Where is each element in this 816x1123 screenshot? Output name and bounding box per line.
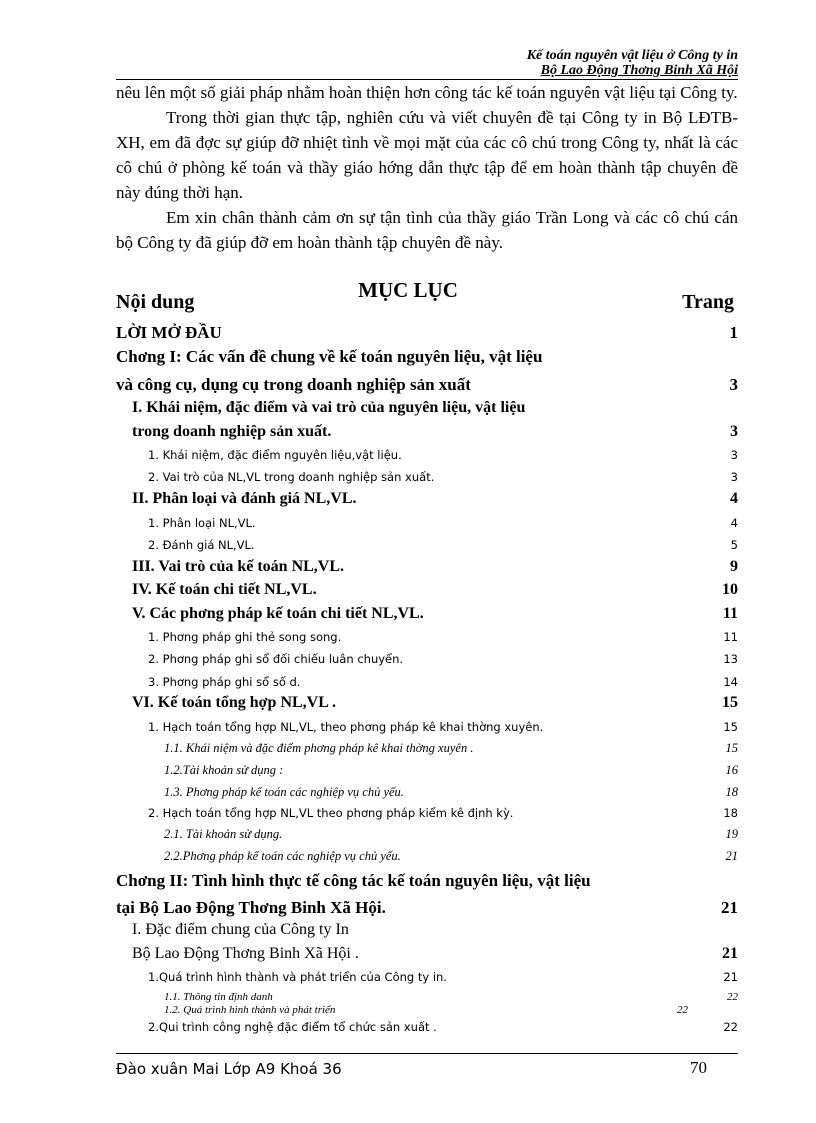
toc-column-content: Nội dung	[116, 291, 195, 313]
footer-author: Đào xuân Mai Lớp A9 Khoá 36	[116, 1060, 342, 1078]
toc-title: MỤC LỤC	[358, 278, 458, 302]
page-number: 70	[690, 1058, 707, 1077]
footer-rule	[116, 1053, 738, 1054]
intro-paragraph-2: Trong thời gian thực tập, nghiên cứu và viết chuyên đề tại Công ty in Bộ LĐTB-XH, em đã đợc sự giúp đỡ nhiệt tình về mọi mặt của các cô chú trong Công ty, nhất là các cô chú ở phòng kế toán và thầy giáo hớng dẫn thực tập để em hoàn thành tập chuyên đề này đúng thời hạn.	[116, 108, 738, 202]
table-of-contents: LỜI MỞ ĐẦU 1 Chơng I: Các vấn đề chung về kế toán nguyên liệu, vật liệu và công cụ, dụng cụ trong doanh nghiệp sản xuất 3 I. Khái niệm, đặc điểm và vai trò của nguyên liệu, vật liệu trong doanh nghiệp sản xuất. 3 1. Khái niệm, đặc điểm nguyên liệu,vật liệu. 3 2. Vai trò của NL,VL trong doanh nghiệp sản xuất. 3 II. Phân loại và đánh giá NL,VL. 4 1. Phân loại NL,VL. 4 2. Đánh giá NL,VL. 5 III. Vai trò của kế toán NL,VL. 9 IV. Kế toán chi tiết NL,VL. 10 V. Các phơng pháp kế toán chi tiết NL,VL. 11 1. Phơng pháp ghi thẻ song song. 11 2. Phơng pháp ghi sổ đối chiếu luân chuyển. 13 3. Phơng pháp ghi sổ số d. 14 VI. Kế toán tổng hợp NL,VL . 15 1. Hạch toán tổng hợp NL,VL, theo phơng pháp kê khai thờng xuyên. 15 1.1. Khái niệm và đặc điểm phơng pháp kê khai thờng xuyên . 15 1.2.Tài khoản sử dụng : 16 1.3. Phơng pháp kế toán các nghiệp vụ chủ yếu. 18 2. Hạch toán tổng hợp NL,VL theo phơng pháp kiểm kê định kỳ. 18 2.1. Tài khoản sử dụng. 19 2.2.Phơng pháp kế toán các nghiệp vụ chủ yếu. 21 Chơng II: Tình hình thực tế công tác kế toán nguyên liệu, vật liệu tại Bộ Lao Động Thơng Binh Xã Hội. 21 I. Đặc điểm chung của Công ty In Bộ Lao Động Thơng Binh Xã Hội . 21 1.Quá trình hình thành và phát triển của Công ty in. 21 1.1. Thông tin định danh 22 1.2. Quá trình hình thành và phát triển 22 2.Qui trình công nghệ đặc điểm tổ chức sản xuất . 22	[116, 323, 738, 1034]
intro-paragraph-3: Em xin chân thành cảm ơn sự tận tình của thầy giáo Trần Long và các cô chú cán bộ Công ty đã giúp đỡ em hoàn thành tập chuyên đề này.	[116, 208, 738, 252]
intro-paragraph-1: nêu lên một số giải pháp nhằm hoàn thiện hơn công tác kế toán nguyên vật liệu tại Công ty.	[116, 83, 738, 102]
header-title: Kế toán nguyên vật liệu ở Công ty in	[526, 48, 738, 63]
toc-column-page: Trang	[682, 291, 734, 313]
header-subtitle: Bộ Lao Động Thơng Binh Xã Hội	[540, 63, 738, 78]
